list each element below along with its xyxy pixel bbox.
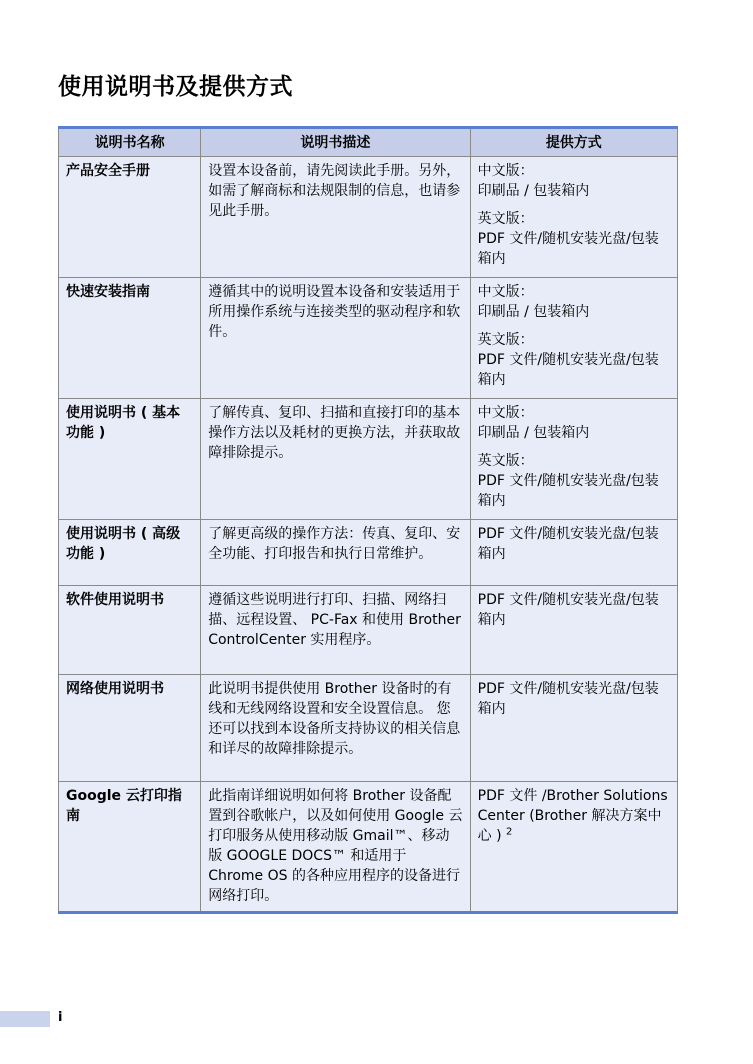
delivery-value: PDF 文件/随机安装光盘/包装箱内 (477, 592, 659, 628)
delivery-entry (478, 330, 670, 390)
manual-name: 产品安全手册 (59, 157, 201, 278)
header-manual-description: 说明书描述 (201, 128, 470, 157)
delivery-entry (478, 451, 670, 511)
footer-bar (0, 1011, 50, 1027)
delivery-label: 英文版： (477, 453, 534, 469)
delivery-entry (478, 282, 670, 322)
delivery-value: 印刷品 / 包装箱内 (477, 183, 590, 199)
page-title: 使用说明书及提供方式 (58, 74, 293, 100)
delivery-label: 英文版： (477, 211, 534, 227)
manual-description: 遵循其中的说明设置本设备和安装适用于所用操作系统与连接类型的驱动程序和软件。 (201, 278, 470, 399)
table-row (59, 278, 678, 399)
header-delivery-method: 提供方式 (470, 128, 677, 157)
delivery-value: PDF 文件/随机安装光盘/包装箱内 (477, 231, 659, 267)
footnote-marker: 2 (506, 826, 513, 838)
delivery-entry (478, 161, 670, 201)
delivery-cell (470, 586, 677, 675)
delivery-cell (470, 520, 677, 586)
delivery-entry (478, 209, 670, 269)
manual-name: 网络使用说明书 (59, 675, 201, 782)
manual-description: 了解传真、复印、扫描和直接打印的基本操作方法以及耗材的更换方法，并获取故障排除提示。 (201, 399, 470, 520)
delivery-label: 英文版： (477, 332, 534, 348)
manual-name: 使用说明书 ( 高级功能 ) (59, 520, 201, 586)
page-number: i (58, 1010, 63, 1025)
table-header-row (59, 128, 678, 157)
manual-description: 遵循这些说明进行打印、扫描、网络扫描、远程设置、 PC-Fax 和使用 Brother ControlCenter 实用程序。 (201, 586, 470, 675)
manual-name: 快速安装指南 (59, 278, 201, 399)
manual-description: 设置本设备前，请先阅读此手册。另外，如需了解商标和法规限制的信息，也请参见此手册。 (201, 157, 470, 278)
delivery-label: 中文版： (477, 284, 534, 300)
delivery-cell (470, 675, 677, 782)
manual-description: 此说明书提供使用 Brother 设备时的有线和无线网络设置和安全设置信息。 您还可以找到本设备所支持协议的相关信息和详尽的故障排除提示。 (201, 675, 470, 782)
table-row (59, 586, 678, 675)
delivery-cell (470, 782, 677, 913)
manual-name: 软件使用说明书 (59, 586, 201, 675)
delivery-value: PDF 文件/随机安装光盘/包装箱内 (477, 681, 659, 717)
delivery-value: PDF 文件 /Brother Solutions Center (Brother 解决方案中心 ) (477, 788, 668, 844)
delivery-cell (470, 278, 677, 399)
delivery-cell (470, 399, 677, 520)
delivery-cell (470, 157, 677, 278)
manual-description: 此指南详细说明如何将 Brother 设备配置到谷歌帐户，以及如何使用 Google 云打印服务从使用移动版 Gmail™、移动版 GOOGLE DOCS™ 和适用于 Chrome OS 的各种应用程序的设备进行网络打印。 (201, 782, 470, 913)
manual-name: 使用说明书 ( 基本功能 ) (59, 399, 201, 520)
delivery-entry (478, 403, 670, 443)
delivery-label: 中文版： (477, 405, 534, 421)
manual-name: Google 云打印指南 (59, 782, 201, 913)
header-manual-name: 说明书名称 (59, 128, 201, 157)
manual-description: 了解更高级的操作方法：传真、复印、安全功能、打印报告和执行日常维护。 (201, 520, 470, 586)
table-row (59, 399, 678, 520)
delivery-value: 印刷品 / 包装箱内 (477, 425, 590, 441)
manual-table (58, 126, 678, 914)
delivery-value: PDF 文件/随机安装光盘/包装箱内 (477, 473, 659, 509)
table-row (59, 782, 678, 913)
delivery-value: PDF 文件/随机安装光盘/包装箱内 (477, 526, 659, 562)
table-row (59, 157, 678, 278)
delivery-label: 中文版： (477, 163, 534, 179)
table-row (59, 520, 678, 586)
delivery-value: 印刷品 / 包装箱内 (477, 304, 590, 320)
delivery-value: PDF 文件/随机安装光盘/包装箱内 (477, 352, 659, 388)
table-row (59, 675, 678, 782)
